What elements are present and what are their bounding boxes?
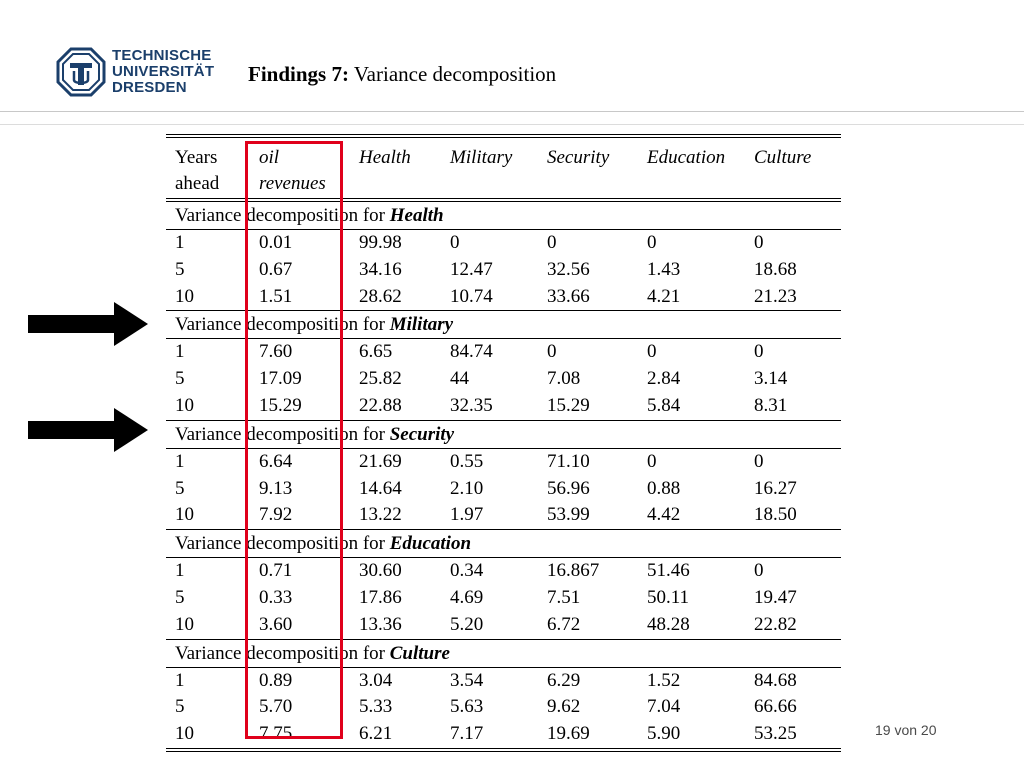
university-logo [56,45,226,101]
table-cell: 10 [166,284,250,311]
table-cell: 5.84 [638,393,745,420]
table-cell: 7.75 [250,721,350,750]
logo-line-3: DRESDEN [112,79,187,96]
section-heading-row [166,311,841,339]
header-oil-line1: oil [259,147,280,168]
table-cell: 0 [450,232,460,253]
right-arrow-icon [28,408,148,452]
table-cell: 25.82 [359,368,402,390]
table-cell: 6.65 [359,341,393,363]
section-heading [166,311,841,339]
table-cell: 99.98 [359,232,402,253]
section-heading-prefix: Variance decomposition for [175,423,385,445]
table-cell: 71.10 [547,450,590,472]
table-cell: 18.68 [754,258,797,280]
header-years-line2: ahead [175,173,220,194]
table-cell: 10 [166,612,250,639]
table-cell: 0.89 [259,669,293,691]
section-heading-row [166,200,841,230]
table-cell: 10.74 [441,284,538,311]
header-years-ahead [166,136,250,200]
table-cell: 6.29 [547,669,581,691]
table-cell: 0.33 [259,586,293,608]
table-cell: 5.20 [441,612,538,639]
table-cell: 5 [175,586,185,608]
table-cell: 0.01 [259,232,293,253]
logo-line-2: UNIVERSITÄT [112,63,215,80]
header-health: Health [359,147,411,168]
table-cell: 18.50 [745,502,841,529]
section-heading-prefix: Variance decomposition for [175,642,385,664]
table-cell: 84.74 [450,341,493,363]
table-cell: 8.31 [745,393,841,420]
table-row [166,476,841,503]
table-row [166,667,841,694]
table-cell: 1.97 [441,502,538,529]
header-military: Military [450,147,513,168]
table-cell: 7.08 [547,368,581,390]
table-cell: 19.47 [754,586,797,608]
table-cell: 1 [175,450,185,472]
table-cell: 9.62 [547,696,581,718]
table-cell: 21.23 [745,284,841,311]
header-security: Security [547,147,610,168]
table-cell: 0 [754,560,764,582]
table-row [166,230,841,257]
section-heading-row [166,530,841,558]
table-cell: 1 [175,232,185,253]
table-cell: 4.69 [450,586,484,608]
section-heading [166,530,841,558]
table-cell: 15.29 [538,393,638,420]
table-cell: 0.55 [450,450,484,472]
tu-dresden-logo-icon [56,47,106,97]
table-cell: 51.46 [647,560,690,582]
table-cell: 13.36 [350,612,441,639]
table-cell: 32.35 [441,393,538,420]
table-cell: 32.56 [547,258,590,280]
table-cell: 0.88 [647,477,681,499]
section-heading-name: Education [389,533,472,555]
table-cell: 1 [175,341,185,363]
logo-line-1: TECHNISCHE [112,47,212,64]
table-cell: 10 [166,393,250,420]
slide-title [248,62,556,87]
variance-decomposition-table [166,134,841,752]
table-cell: 0 [647,232,657,253]
table-row [166,694,841,721]
table-cell: 22.88 [350,393,441,420]
table-cell: 16.27 [754,477,797,499]
slide-title-bold: Findings 7: [248,62,349,86]
table-cell: 0 [547,232,557,253]
table-row [166,448,841,475]
table-row [166,585,841,612]
table-cell: 0 [547,341,557,363]
table-cell: 3.60 [250,612,350,639]
table-cell: 10 [166,721,250,750]
table-cell: 1.43 [647,258,681,280]
section-heading-name: Health [389,205,444,226]
table-cell: 7.92 [250,502,350,529]
table-cell: 56.96 [547,477,590,499]
table-cell: 17.86 [359,586,402,608]
table-cell: 5 [175,368,185,390]
table-cell: 22.82 [745,612,841,639]
table-cell: 7.04 [647,696,681,718]
table-cell: 34.16 [359,258,402,280]
table-section-military [166,311,841,420]
table-cell: 5 [175,696,185,718]
table-cell: 6.21 [350,721,441,750]
section-heading-prefix: Variance decomposition for [175,314,385,336]
table-cell: 7.17 [441,721,538,750]
header-oil-line2: revenues [259,173,326,194]
table-cell: 30.60 [359,560,402,582]
header-divider [0,111,1024,112]
header-years-line1: Years [175,147,218,168]
table-cell: 10 [166,502,250,529]
table-section-education [166,530,841,639]
table-cell: 5.33 [359,696,393,718]
table-cell: 66.66 [754,696,797,718]
table-cell: 1.52 [647,669,681,691]
table-cell: 0 [754,450,764,472]
variance-table-container [166,134,841,752]
section-heading-prefix: Variance decomposition for [175,533,385,555]
slide-title-text: Variance decomposition [353,62,557,86]
table-cell: 1.51 [250,284,350,311]
table-cell: 0.71 [259,560,293,582]
table-cell: 17.09 [259,368,302,390]
table-cell: 14.64 [359,477,402,499]
right-arrow-icon [28,302,148,346]
table-cell: 3.54 [450,669,484,691]
section-heading-row [166,639,841,667]
table-cell: 0.67 [259,258,293,280]
table-cell: 53.25 [745,721,841,750]
university-name [112,48,214,96]
section-heading-name: Security [389,423,455,445]
table-cell: 53.99 [538,502,638,529]
section-heading-row [166,420,841,448]
table-cell: 4.42 [638,502,745,529]
table-cell: 7.51 [547,586,581,608]
header-education: Education [647,147,726,168]
table-cell: 5 [175,258,185,280]
table-cell: 21.69 [359,450,402,472]
table-cell: 84.68 [754,669,797,691]
table-row [166,339,841,366]
table-cell: 1 [175,669,185,691]
table-section-culture [166,639,841,750]
table-cell: 33.66 [538,284,638,311]
header-oil-revenues [250,136,350,200]
table-cell: 9.13 [259,477,293,499]
table-row [166,257,841,284]
table-cell: 2.10 [450,477,484,499]
table-cell: 16.867 [547,560,600,582]
table-cell: 5.63 [450,696,484,718]
table-cell: 1 [175,560,185,582]
table-cell: 5 [175,477,185,499]
table-cell: 50.11 [647,586,690,608]
table-row [166,284,841,311]
table-cell: 28.62 [350,284,441,311]
table-cell: 48.28 [638,612,745,639]
section-heading [166,200,841,230]
table-cell: 12.47 [450,258,493,280]
table-cell: 7.60 [259,341,293,363]
table-cell: 3.04 [359,669,393,691]
table-cell: 19.69 [538,721,638,750]
table-cell: 44 [450,368,469,390]
table-cell: 2.84 [647,368,681,390]
table-cell: 13.22 [350,502,441,529]
page-number: 19 von 20 [875,722,937,738]
section-heading-name: Military [389,314,454,336]
section-heading-prefix: Variance decomposition for [175,205,385,226]
table-row [166,612,841,639]
table-header [166,136,841,200]
table-cell: 0 [754,232,764,253]
section-heading [166,420,841,448]
table-section-health [166,200,841,311]
table-cell: 4.21 [638,284,745,311]
table-row [166,393,841,420]
table-cell: 15.29 [250,393,350,420]
table-section-security [166,420,841,529]
table-cell: 0.34 [450,560,484,582]
table-cell: 3.14 [754,368,788,390]
table-row [166,366,841,393]
table-row [166,721,841,750]
table-cell: 5.90 [638,721,745,750]
table-cell: 0 [647,450,657,472]
table-cell: 5.70 [259,696,293,718]
table-row [166,558,841,585]
table-cell: 0 [754,341,764,363]
section-heading-name: Culture [389,642,450,664]
table-row [166,502,841,529]
header-culture: Culture [754,147,812,168]
header-divider-secondary [0,124,1024,125]
table-cell: 6.64 [259,450,293,472]
section-heading [166,639,841,667]
table-cell: 0 [647,341,657,363]
table-cell: 6.72 [538,612,638,639]
